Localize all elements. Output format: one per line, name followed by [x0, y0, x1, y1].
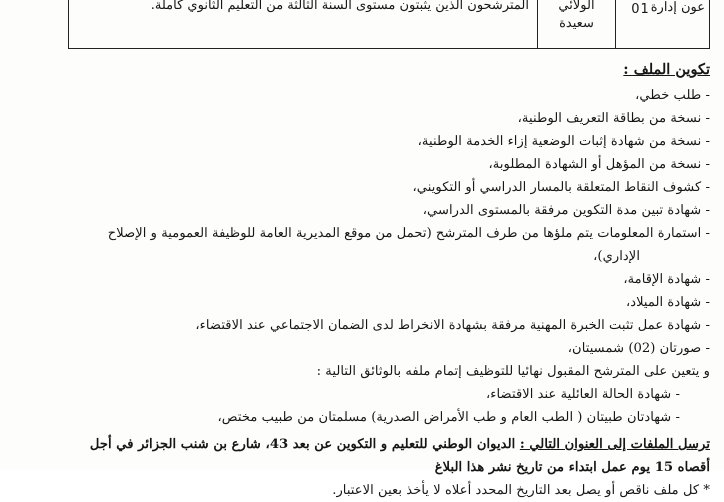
list-item: - كشوف النقاط المتعلقة بالمسار الدراسي أو التكويني،: [412, 180, 710, 195]
document-body: [10, 58, 710, 502]
list-item: - صورتان (02) شمسيتان،: [567, 341, 710, 356]
table-cell-location: [537, 0, 615, 48]
list-item: - شهادة الإقامة،: [623, 272, 710, 287]
list-item: - شهادة الميلاد،: [625, 295, 710, 310]
location-line1: الولائي: [558, 0, 595, 13]
list-item: - استمارة المعلومات يتم ملؤها من طرف المترشح (تحمل من موقع المديرية العامة للوظيفة العمومية و الإصلاح: [107, 226, 710, 241]
list-item: - نسخة من شهادة إثبات الوضعية إزاء الخدمة الوطنية،: [417, 134, 710, 149]
list-item: - شهادة عمل تثبت الخبرة المهنية مرفقة بشهادة الانخراط لدى الضمان الاجتماعي عند الاقتضاء،: [195, 318, 710, 333]
send-paragraph: [10, 433, 710, 456]
list-item: - شهادتان طبيتان ( الطب العام و طب الأمراض الصدرية) مسلمتان من طبيب مختص،: [217, 410, 680, 425]
send-deadline: أقصاه 15 يوم عمل ابتداء من تاريخ نشر هذا البلاغ: [434, 460, 710, 475]
positions-table: [68, 0, 710, 49]
count-text: 01: [631, 2, 650, 17]
incomplete-note: * كل ملف ناقص أو يصل بعد التاريخ المحدد أعلاه لا يأخذ بعين الاعتبار.: [332, 483, 710, 498]
conditions-text: المترشحون الذين يثبتون مستوى السنة الثالثة من التعليم الثانوي كاملة.: [150, 0, 529, 13]
accepted-intro: و يتعين على المترشح المقبول نهائيا للتوظيف إتمام ملفه بالوثائق التالية :: [316, 364, 710, 379]
table-cell-conditions: [69, 0, 537, 48]
send-label: ترسل الملفات إلى العنوان التالي :: [519, 437, 710, 452]
table-cell-count: [615, 0, 665, 48]
list-item-continuation: الإداري)،: [593, 249, 640, 264]
send-address: الديوان الوطني للتعليم و التكوين عن بعد 43، شارع بن شنب الجزائر في أجل: [89, 437, 516, 452]
list-item: - شهادة الحالة العائلية عند الاقتضاء،: [486, 387, 680, 402]
list-item: - نسخة من بطاقة التعريف الوطنية،: [517, 111, 710, 126]
table-cell-rank: [650, 0, 709, 48]
list-item: - طلب خطي،: [635, 88, 710, 103]
rank-text: عون إدارة: [650, 0, 705, 15]
dossier-heading: تكوين الملف :: [623, 61, 710, 78]
list-item: - شهادة تبين مدة التكوين مرفقة بالمستوى الدراسي،: [422, 203, 710, 218]
list-item: - نسخة من المؤهل أو الشهادة المطلوبة،: [488, 157, 710, 172]
location-line2: سعيدة: [559, 16, 594, 31]
